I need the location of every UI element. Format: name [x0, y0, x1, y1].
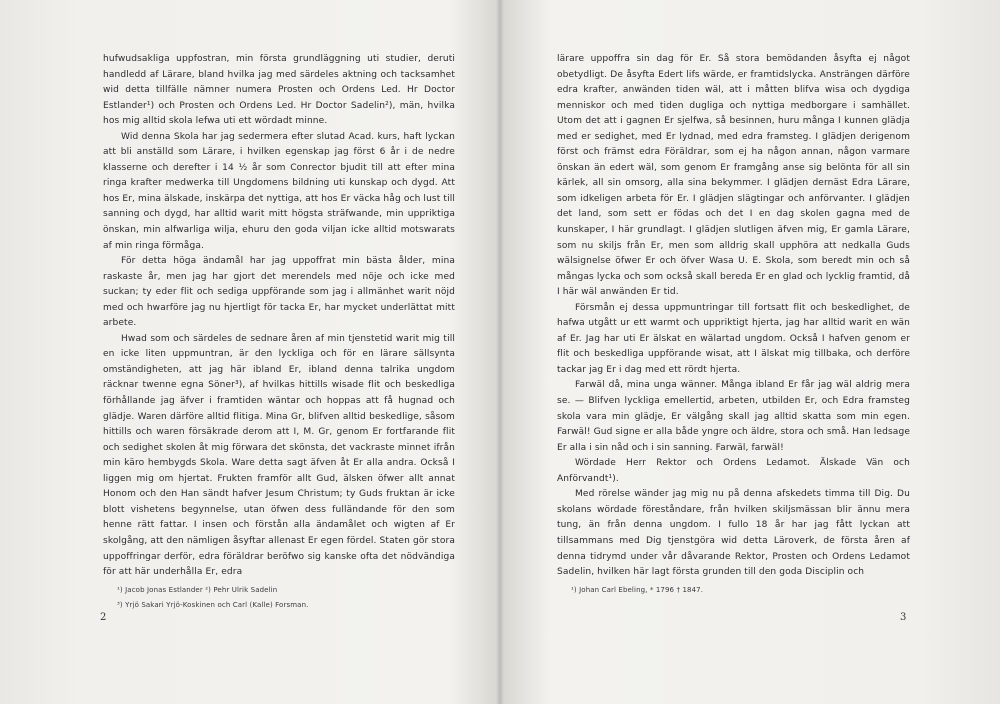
footnotes [557, 583, 910, 598]
paragraph: För detta höga ändamål har jag uppoffrat min bästa ålder, mina raskaste år, men jag har gjort det merendels med nöje och icke med suckan; ty eder flit och sediga uppförande som jag i allmänhet warit nöjd med och hwarföre jag nu hjertligt för tacka Er, har mycket underlättat mitt arbete. [103, 256, 455, 329]
paragraph: Farwäl då, mina unga wänner. Många ibland Er får jag wäl aldrig mera se. — Blifven lyckliga emellertid, arbeten, utbilden Er, och Edra framsteg skola vara min glädje, Er välgång skall jag alltid skatta som min egen. Farwäl! Gud signe er alla både yngre och äldre, stora och små. Han ledsage Er alla i sin nåd och i sin sanning. Farwäl, farwäl! [557, 380, 910, 453]
page-number: 3 [900, 612, 907, 623]
footnote: ¹) Johan Carl Ebeling, * 1796 † 1847. [571, 585, 704, 594]
footnotes [103, 583, 455, 613]
paragraph: Försmån ej dessa uppmuntringar till fortsatt flit och beskedlighet, de hafwa utgått ur ett warmt och uppriktigt hjerta, jag har alltid warit en wän af Er. Jag har uti Er älskat en wälartad ungdom. Också I hafven genom er flit och beskedliga uppförande wisat, att I älskat mig tillbaka, och derföre tackar jag Er i dag med ett rördt hjerta. [557, 302, 910, 375]
page-number: 2 [100, 612, 107, 623]
paragraph: Med rörelse wänder jag mig nu på denna afskedets timma till Dig. Du skolans wördade föreståndare, från hvilken skiljsmässan blir ännu mera tung, än från denna ungdom. I fullo 18 år har jag fått lyckan att tillsammans med Dig tjenstgöra wid detta Läroverk, de första åren af denna tidrymd under vår dåvarande Rektor, Prosten och Ordens Ledamot Sadelin, hvilken här lagt första grunden till den goda Disciplin och [557, 489, 910, 578]
footnote: ³) Yrjö Sakari Yrjö-Koskinen och Carl (Kalle) Forsman. [117, 600, 309, 609]
paragraph: Wördade Herr Rektor och Ordens Ledamot. Älskade Vän och Anförvandt¹). [557, 458, 910, 484]
right-page [500, 0, 1000, 704]
right-page-text [557, 52, 910, 598]
paragraph: lärare uppoffra sin dag för Er. Så stora bemödanden åsyfta ej något obetydligt. De åsyfta Edert lifs wärde, er framtidslycka. Ansträngen därföre edra krafter, anwänden tiden wäl, att i måtten blifva wisa och dygdiga menniskor och med tiden dugliga och nyttiga medborgare i samhället. Utom det att i gagnen Er sjelfwa, så besinnen, huru många I kunnen glädja med er sedighet, med Er lydnad, med edra framsteg. I glädjen derigenom först och främst edra Föräldrar, som ej ha någon annan, någon varmare önskan än edert wäl, som genom Er framgång anse sig belönta för all sin kärlek, all sin omsorg, alla sina bekymmer. I glädjen dernäst Edra Lärare, som idkeligen arbeta för Er. I glädjen slägtingar och anförvanter. I glädjen det land, som sett er födas och det I en dag skolen gagna med de kunskaper, I här grundlagt. I glädjen slutligen äfven mig, Er gamla Lärare, som nu skiljs från Er, men som alldrig skall upphöra att nedkalla Guds wälsignelse öfwer Er och öfver Wasa U. E. Skola, som beredt min och så mångas lycka och som också skall bereda Er en glad och lycklig framtid, då I här wäl anwänden Er tid. [557, 54, 910, 298]
footnote: ¹) Jacob Jonas Estlander ²) Pehr Ulrik Sadelin [117, 585, 278, 594]
paragraph: Wid denna Skola har jag sedermera efter slutad Acad. kurs, haft lyckan att bli anställd som Lärare, i hvilken egenskap jag först 6 år i de nedre klasserne och derefter i 14 ½ år som Conrector bjudit till att efter mina ringa krafter medwerka till Ungdomens bildning uti kunskap och dygd. Att hos Er, mina älskade, inskärpa det nyttiga, att hos Er väcka håg och lust till sanning och dygd, har alltid warit mitt högsta sträfwande, min uppriktiga önskan, min alfwarliga wilja, ehuru den goda viljan icke alltid motswarats af min ringa förmåga. [103, 131, 455, 251]
paragraph: Hwad som och särdeles de sednare åren af min tjenstetid warit mig till en icke liten uppmuntran, är den lyckliga och för en lärare sällsynta omständigheten, att jag här ibland Er, ibland denna talrika ungdom räcknar twenne egna Söner³), af hvilkas hittills wisade flit och beskedliga förhållande jag äfver i framtiden wäntar och hoppas att få hugnad och glädje. Waren därföre alltid flitiga. Mina Gr, blifven alltid beskedlige, såsom hittills och waren försäkrade derom att I, M. Gr, genom Er fortfarande flit och sedighet skolen åt mig förwara det skönsta, det vackraste minnet ifrån min käro hembygds Skola. Ware detta sagt äfven åt Er alla andra. Också I liggen mig om hjertat. Frukten framför allt Gud, älsken öfwer allt annat Honom och den Han sändt hafver Jesum Christum; ty Guds fruktan är icke blott vishetens begynnelse, utan öfwen dess fulländande för den som henne rätt fattar. I insen och förstån alla ändamålet och wigten af Er skolgång, att den nämligen åsyftar allenast Er egen fördel. Staten gör stora uppoffringar derför, edra föräldrar beröfwo sig kanske ofta det nödvändiga för att här underhålla Er, edra [103, 333, 455, 578]
paragraph: hufwudsakliga uppfostran, min första grundläggning uti studier, deruti handledd af Lärare, bland hvilka jag med särdeles aktning och tacksamhet wid detta tillfälle nämner numera Prosten och Ordens Led. Hr Doctor Estlander¹) och Prosten och Ordens Led. Hr Doctor Sadelin²), män, hvilka hos mig alltid skola lefwa uti ett wördadt minne. [103, 54, 455, 127]
left-page-text [103, 52, 455, 613]
